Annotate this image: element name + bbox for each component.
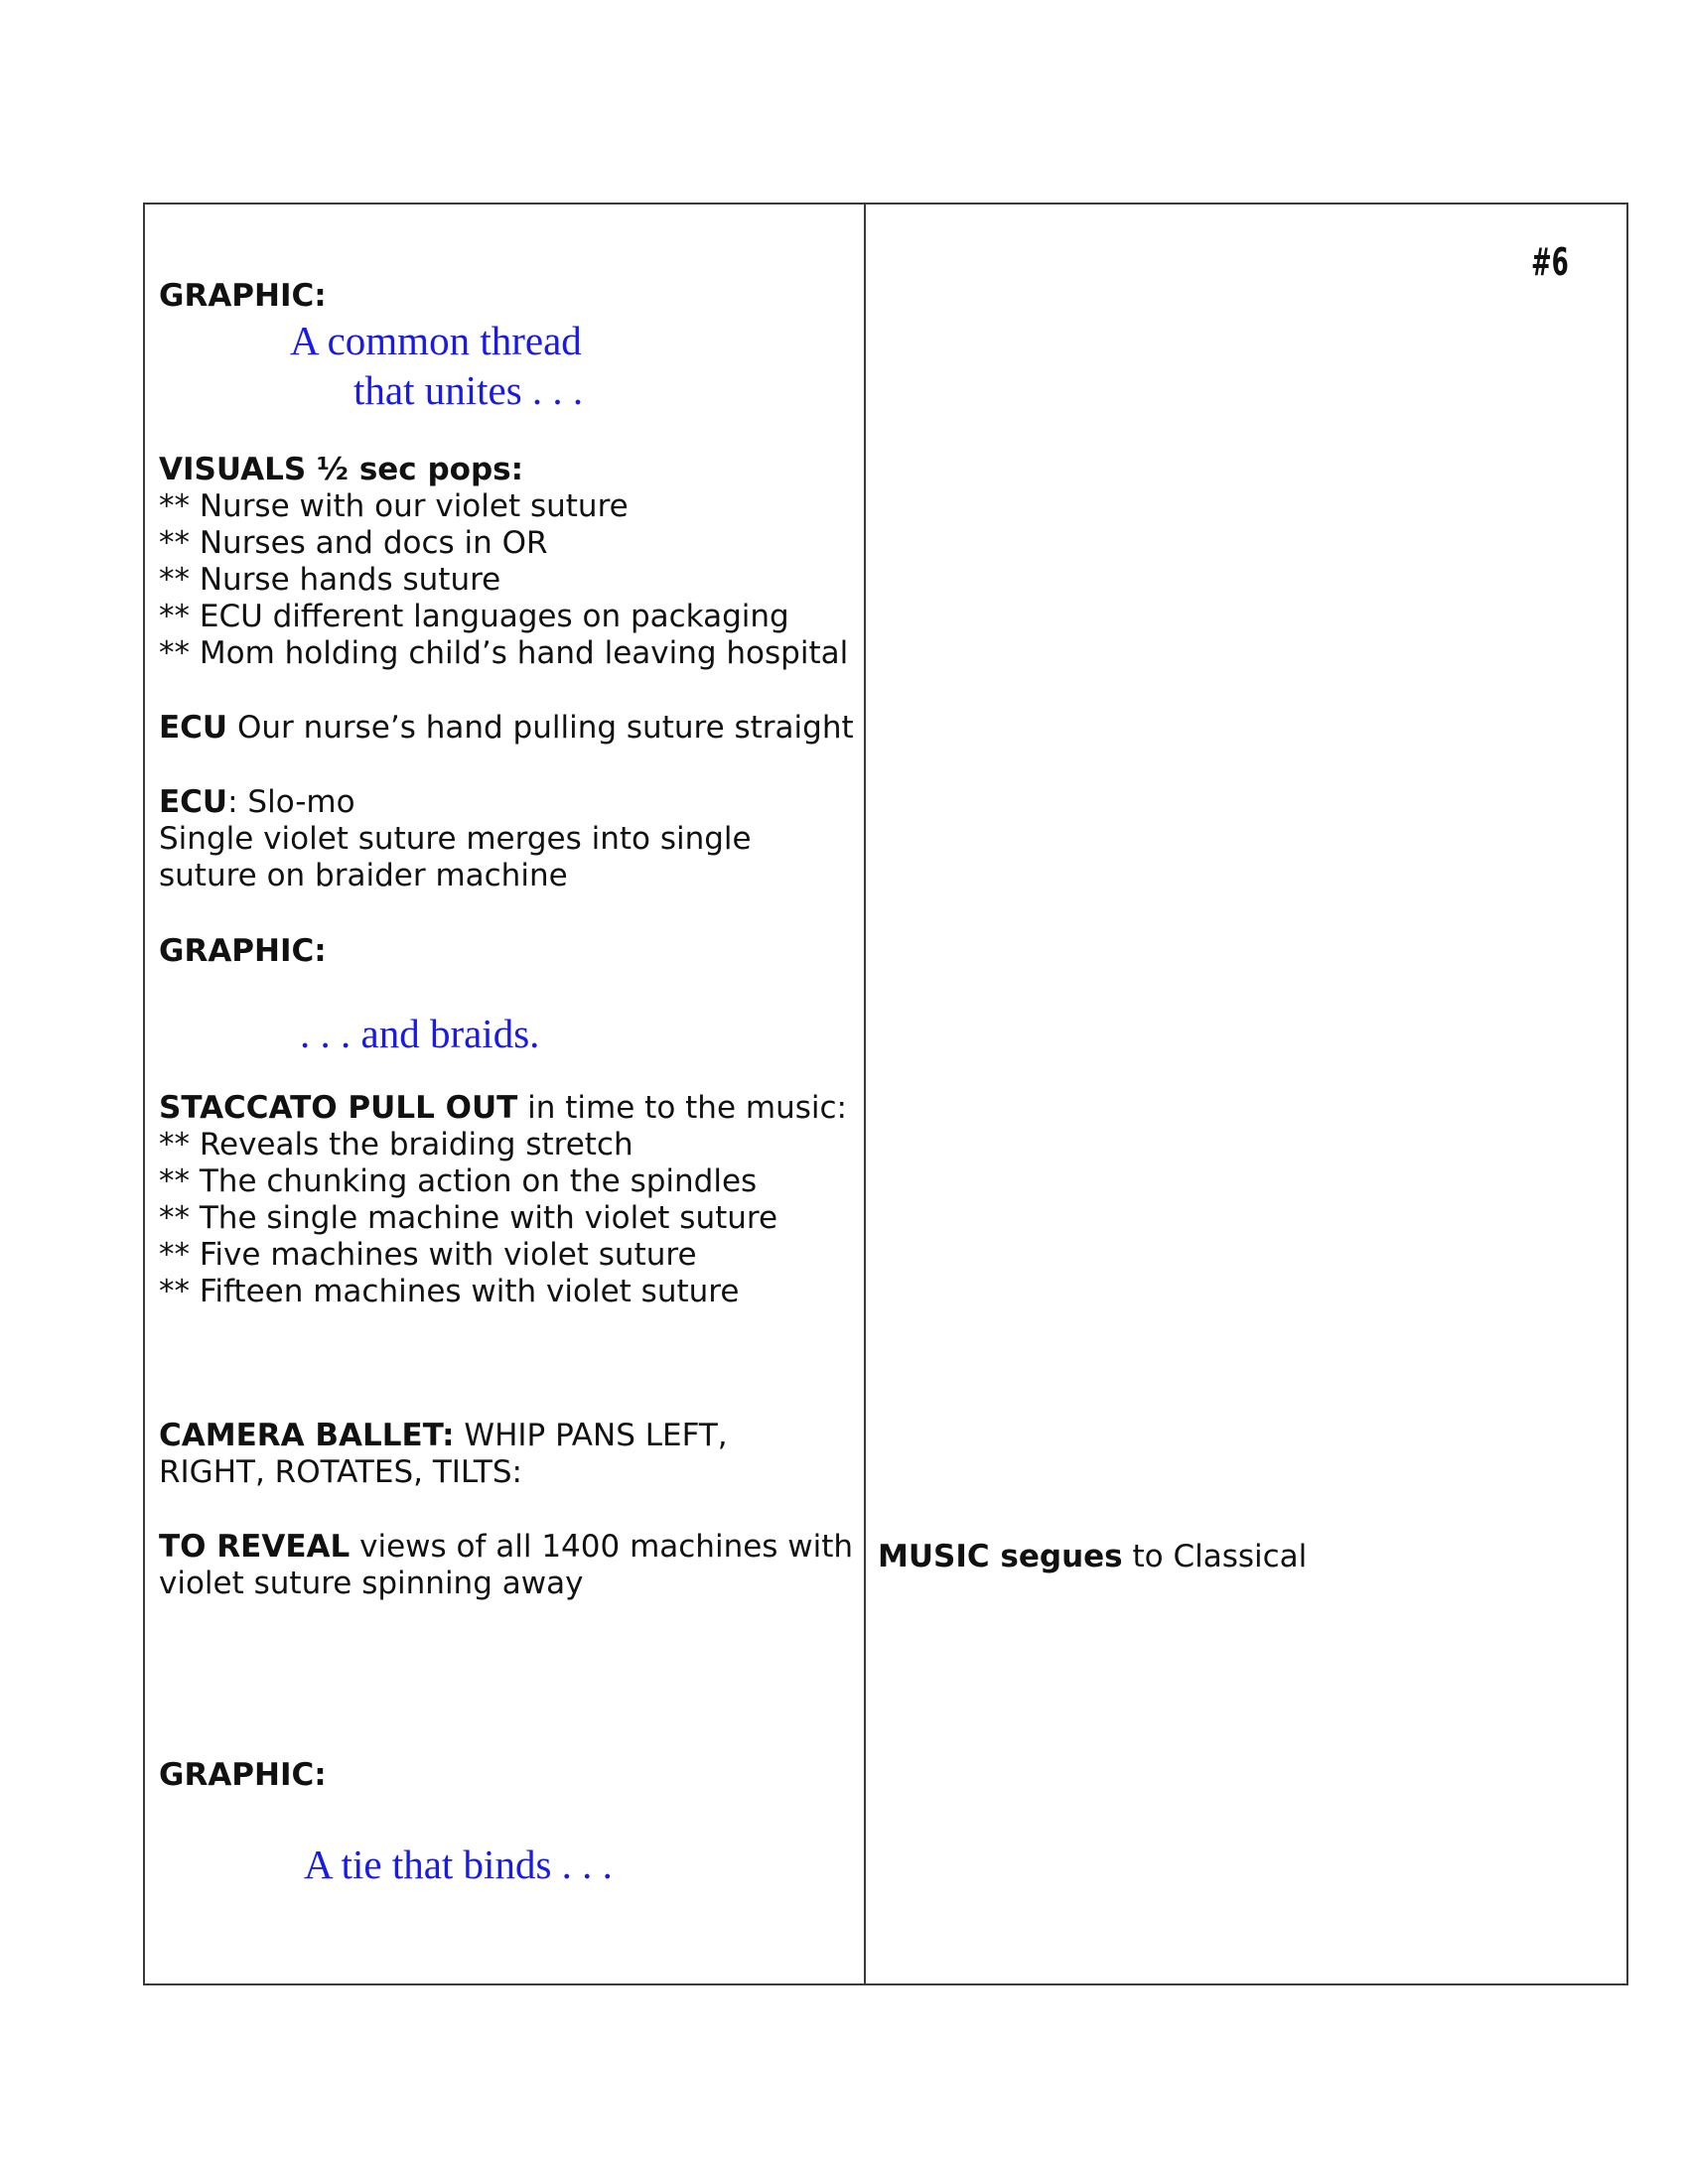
camera-ballet-line2: RIGHT, ROTATES, TILTS: (159, 1454, 522, 1490)
staccato-item: ** Fifteen machines with violet suture (159, 1274, 740, 1309)
to-reveal-label: TO REVEAL (159, 1529, 351, 1565)
staccato-text: in time to the music: (517, 1090, 847, 1126)
page-number: #6 (1531, 240, 1569, 284)
graphic-text-3: A tie that binds . . . (304, 1842, 613, 1887)
staccato-item: ** Five machines with violet suture (159, 1237, 697, 1273)
visuals-block (159, 452, 848, 672)
graphic-text-2: . . . and braids. (300, 1011, 540, 1056)
music-text: to Classical (1122, 1539, 1308, 1574)
graphic-text-1-line1: A common thread (290, 318, 582, 363)
graphic-label-2: GRAPHIC: (159, 933, 327, 969)
to-reveal-block (159, 1529, 853, 1602)
visuals-item: ** Nurses and docs in OR (159, 525, 548, 561)
staccato-label: STACCATO PULL OUT (159, 1090, 518, 1126)
staccato-item: ** Reveals the braiding stretch (159, 1127, 633, 1162)
ecu-label-2: ECU (159, 784, 228, 820)
ecu-shot-2 (159, 784, 752, 894)
staccato-block (159, 1090, 847, 1310)
to-reveal-text: views of all 1400 machines with (350, 1529, 854, 1565)
graphic-label-1: GRAPHIC: (159, 278, 327, 314)
ecu-text-1: Our nurse’s hand pulling suture straight (227, 710, 854, 746)
visuals-item: ** Nurse with our violet suture (159, 488, 629, 524)
music-cue (878, 1539, 1307, 1575)
ecu-text-2: : Slo-mo (227, 784, 355, 820)
ecu-shot-1 (159, 710, 854, 747)
ecu-text-2-line2: Single violet suture merges into single (159, 821, 752, 857)
camera-ballet-label: CAMERA BALLET: (159, 1418, 455, 1453)
graphic-text-1-line2: that unites . . . (353, 367, 584, 413)
visuals-item: ** Nurse hands suture (159, 562, 501, 598)
camera-ballet-block (159, 1418, 728, 1491)
music-label: MUSIC segues (878, 1539, 1123, 1574)
staccato-item: ** The single machine with violet suture (159, 1200, 778, 1236)
ecu-text-2-line3: suture on braider machine (159, 858, 568, 893)
visuals-item: ** ECU different languages on packaging (159, 599, 789, 634)
visuals-heading: VISUALS ½ sec pops: (159, 452, 523, 487)
camera-ballet-text: WHIP PANS LEFT, (454, 1418, 728, 1453)
column-divider (864, 205, 866, 1983)
staccato-item: ** The chunking action on the spindles (159, 1163, 758, 1199)
graphic-label-3: GRAPHIC: (159, 1757, 327, 1793)
visuals-item: ** Mom holding child’s hand leaving hospital (159, 635, 849, 671)
to-reveal-line2: violet suture spinning away (159, 1566, 584, 1601)
ecu-label-1: ECU (159, 710, 228, 746)
